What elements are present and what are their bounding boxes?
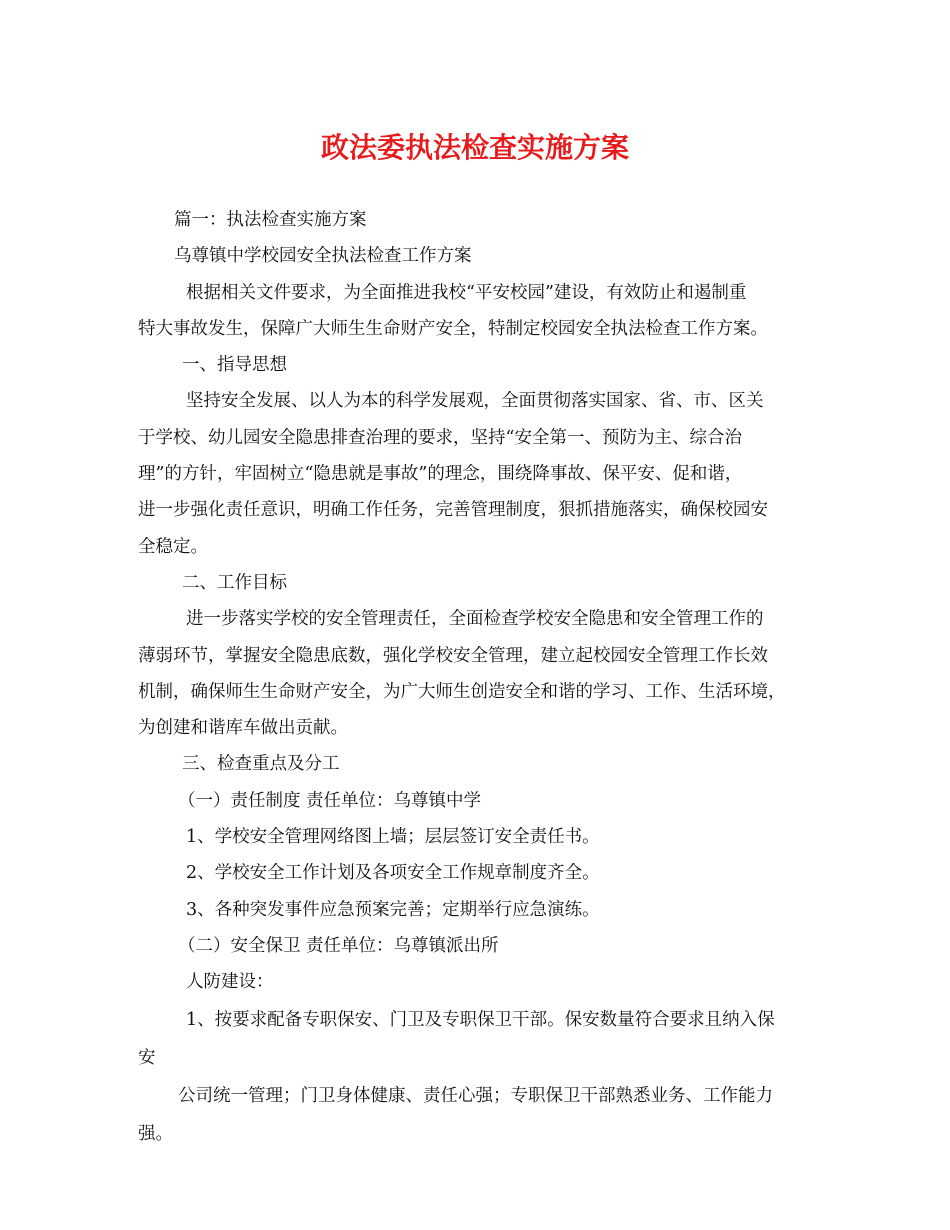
- text-line: 机制，确保师生生命财产安全，为广大师生创造安全和谐的学习、工作、生活环境，: [138, 681, 786, 702]
- list-item: 1、学校安全管理网络图上墙；层层签订安全责任书。: [186, 827, 600, 848]
- subtitle: 乌尊镇中学校园安全执法检查工作方案: [174, 246, 472, 267]
- text-line: 薄弱环节，掌握安全隐患底数，强化学校安全管理，建立起校园安全管理工作长效: [138, 645, 768, 666]
- text-line: 坚持安全发展、以人为本的科学发展观，全面贯彻落实国家、省、市、区关: [186, 391, 764, 412]
- text-line: 进一步落实学校的安全管理责任，全面检查学校安全隐患和安全管理工作的: [186, 609, 764, 630]
- paragraph: [138, 601, 822, 746]
- list-item: 2、学校安全工作计划及各项安全工作规章制度齐全。: [186, 863, 600, 884]
- subsection-heading: （一）责任制度 责任单位：乌尊镇中学: [178, 790, 482, 811]
- paragraph: [138, 383, 822, 564]
- text-line: 根据相关文件要求，为全面推进我校“平安校园”建设，有效防止和遏制重: [186, 282, 747, 303]
- paragraph: [138, 275, 822, 348]
- list-item: 3、各种突发事件应急预案完善；定期举行应急演练。: [186, 899, 600, 920]
- document-title: 政法委执法检查实施方案: [320, 131, 629, 164]
- text-line: 于学校、幼儿园安全隐患排查治理的要求，坚持“安全第一、预防为主、综合治: [138, 427, 742, 448]
- section-heading: 三、检查重点及分工: [182, 754, 340, 775]
- text-line: 1、按要求配备专职保安、门卫及专职保卫干部。保安数量符合要求且纳入保: [186, 1009, 775, 1030]
- text-line: 公司统一管理；门卫身体健康、责任心强；专职保卫干部熟悉业务、工作能力: [178, 1085, 773, 1106]
- paragraph: [138, 1001, 822, 1153]
- text-line: 全稳定。: [138, 536, 208, 557]
- text-line: 强。: [138, 1123, 173, 1144]
- sub-label: 人防建设：: [186, 972, 274, 993]
- section-heading: 篇一：执法检查实施方案: [174, 210, 367, 230]
- text-line: 特大事故发生，保障广大师生生命财产安全，特制定校园安全执法检查工作方案。: [138, 318, 768, 339]
- subsection-heading: （二）安全保卫 责任单位：乌尊镇派出所: [178, 935, 499, 956]
- section-heading: 二、工作目标: [182, 572, 287, 593]
- document-body: [138, 202, 822, 1153]
- text-line: 进一步强化责任意识，明确工作任务，完善管理制度，狠抓措施落实，确保校园安: [138, 500, 768, 521]
- text-line: 安: [138, 1047, 156, 1068]
- text-line: 理”的方针，牢固树立“隐患就是事故”的理念，围绕降事故、保平安、促和谐，: [138, 464, 743, 485]
- section-heading: 一、指导思想: [182, 355, 287, 376]
- text-line: 为创建和谐库车做出贡献。: [138, 718, 348, 739]
